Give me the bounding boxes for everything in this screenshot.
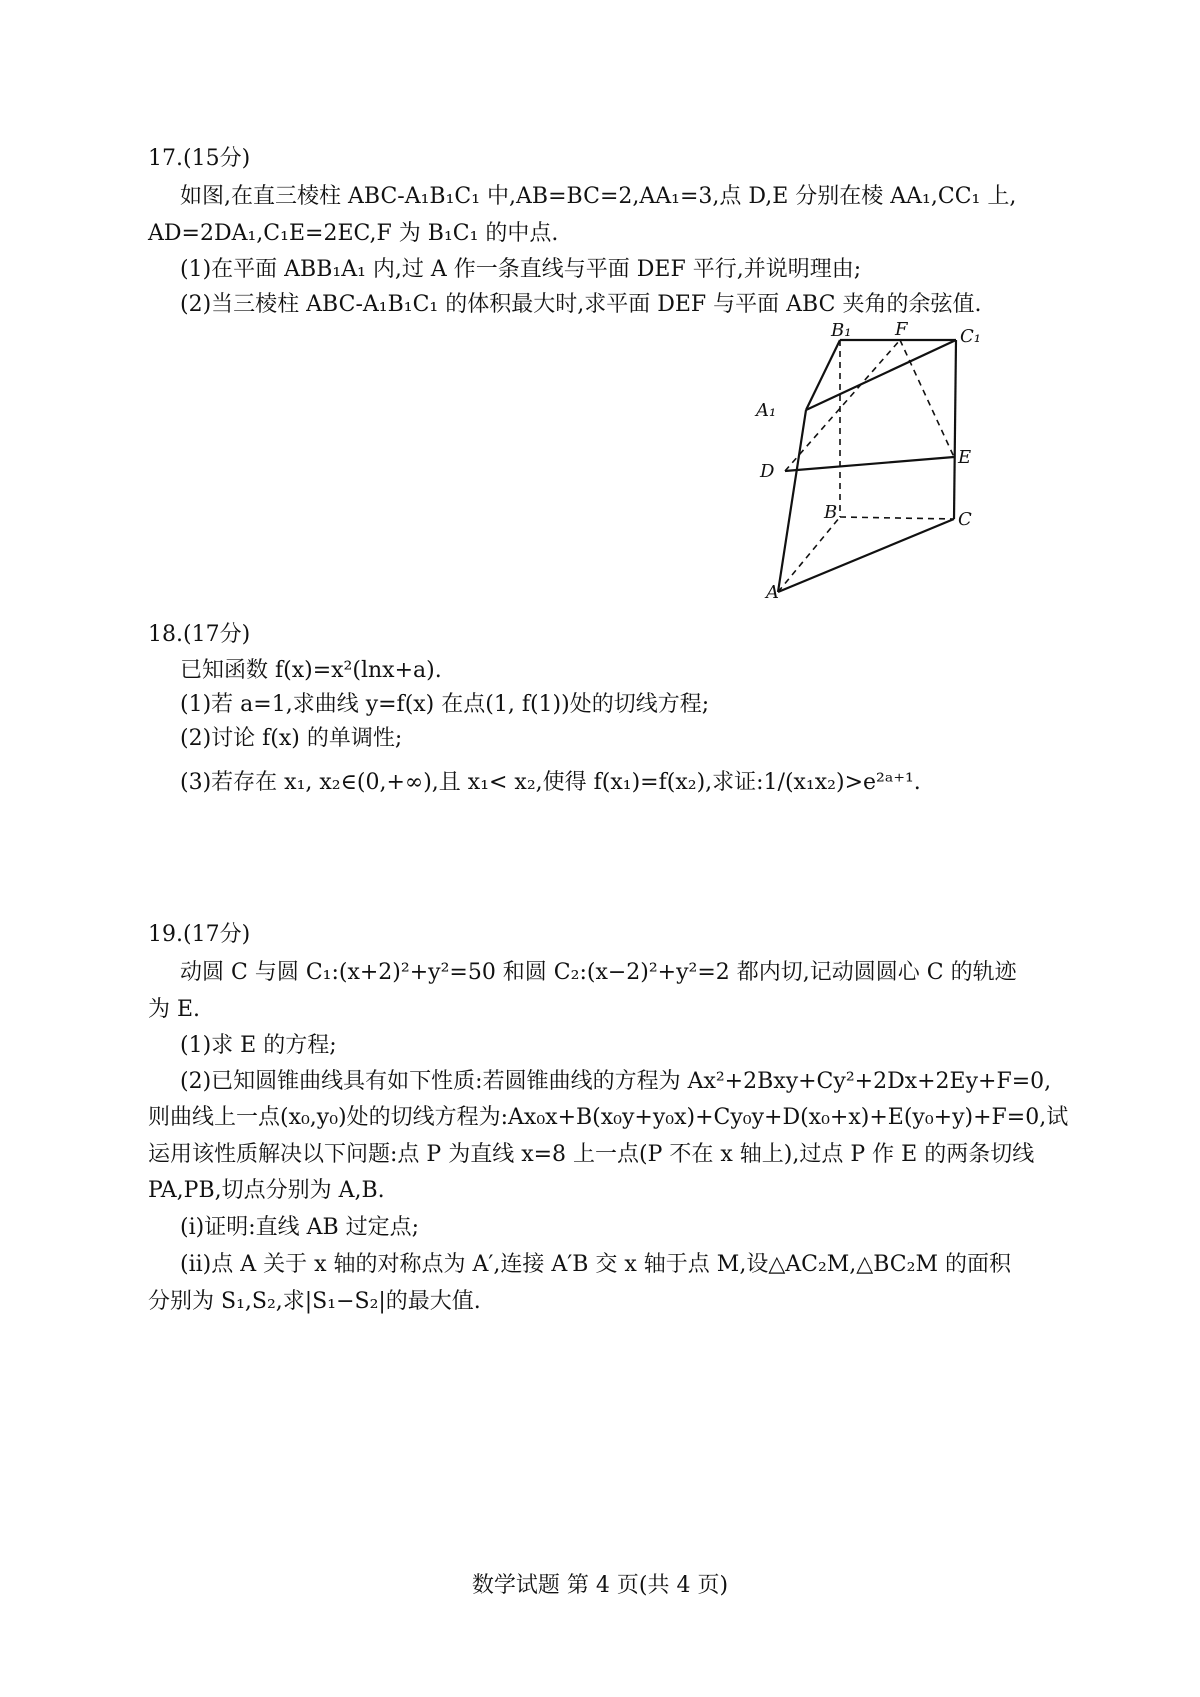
q17-part1: (1)在平面 ABB₁A₁ 内,过 A 作一条直线与平面 DEF 平行,并说明理由; [180,257,862,282]
q17-title: 17.(15分) [148,146,251,171]
q19-sub-i: (i)证明:直线 AB 过定点; [180,1215,420,1240]
q18-intro: 已知函数 f(x)=x²(lnx+a). [180,658,442,683]
q19-title: 19.(17分) [148,922,251,947]
q19-part2-line4: PA,PB,切点分别为 A,B. [148,1178,385,1203]
q19-sub-ii-line2: 分别为 S₁,S₂,求|S₁−S₂|的最大值. [148,1289,481,1314]
edge-c1-c [954,340,956,519]
page-footer: 数学试题 第 4 页(共 4 页) [471,1573,729,1598]
q19-part2-line1: (2)已知圆锥曲线具有如下性质:若圆锥曲线的方程为 Ax²+2Bxy+Cy²+2Dx+2Ey+F=0, [180,1069,1052,1094]
label-f: F [895,319,908,340]
segment-d-f [785,340,900,471]
label-b: B [824,502,838,523]
q17-intro-line2: AD=2DA₁,C₁E=2EC,F 为 B₁C₁ 的中点. [148,221,559,246]
q19-intro-line2: 为 E. [148,997,201,1022]
edge-b-c [840,517,954,519]
q17-intro-line1: 如图,在直三棱柱 ABC-A₁B₁C₁ 中,AB=BC=2,AA₁=3,点 D,E 分别在棱 AA₁,CC₁ 上, [180,184,1017,209]
label-e: E [958,447,972,468]
q19-part2-line3: 运用该性质解决以下问题:点 P 为直线 x=8 上一点(P 不在 x 轴上),过点 P 作 E 的两条切线 [148,1142,1035,1167]
edge-a-c [778,519,954,592]
segment-d-e [785,457,954,471]
q18-part3: (3)若存在 x₁, x₂∈(0,+∞),且 x₁< x₂,使得 f(x₁)=f(x₂),求证:1/(x₁x₂)>e²ᵃ⁺¹. [180,770,921,795]
label-b1: B₁ [831,320,852,341]
q19-part2-line2: 则曲线上一点(x₀,y₀)处的切线方程为:Ax₀x+B(x₀y+y₀x)+Cy₀y+D(x₀+x)+E(y₀+y)+F=0,试 [148,1105,1069,1130]
label-a: A [766,582,779,603]
q18-part2: (2)讨论 f(x) 的单调性; [180,726,403,751]
edge-a1-b1 [806,340,840,410]
edge-a1-a [778,410,806,592]
q19-intro-line1: 动圆 C 与圆 C₁:(x+2)²+y²=50 和圆 C₂:(x−2)²+y²=2 都内切,记动圆圆心 C 的轨迹 [180,960,1017,985]
q17-part2: (2)当三棱柱 ABC-A₁B₁C₁ 的体积最大时,求平面 DEF 与平面 ABC 夹角的余弦值. [180,292,982,317]
q19-part1: (1)求 E 的方程; [180,1033,337,1058]
label-c1: C₁ [960,326,981,347]
segment-f-e [900,340,954,457]
q18-title: 18.(17分) [148,622,251,647]
q18-part1: (1)若 a=1,求曲线 y=f(x) 在点(1, f(1))处的切线方程; [180,692,710,717]
q19-sub-ii-line1: (ii)点 A 关于 x 轴的对称点为 A′,连接 A′B 交 x 轴于点 M,设△AC₂M,△BC₂M 的面积 [180,1252,1011,1277]
edge-a1-c1 [806,340,956,410]
label-c: C [958,509,972,530]
prism-figure [770,332,970,602]
label-a1: A₁ [756,400,777,421]
label-d: D [760,461,775,482]
